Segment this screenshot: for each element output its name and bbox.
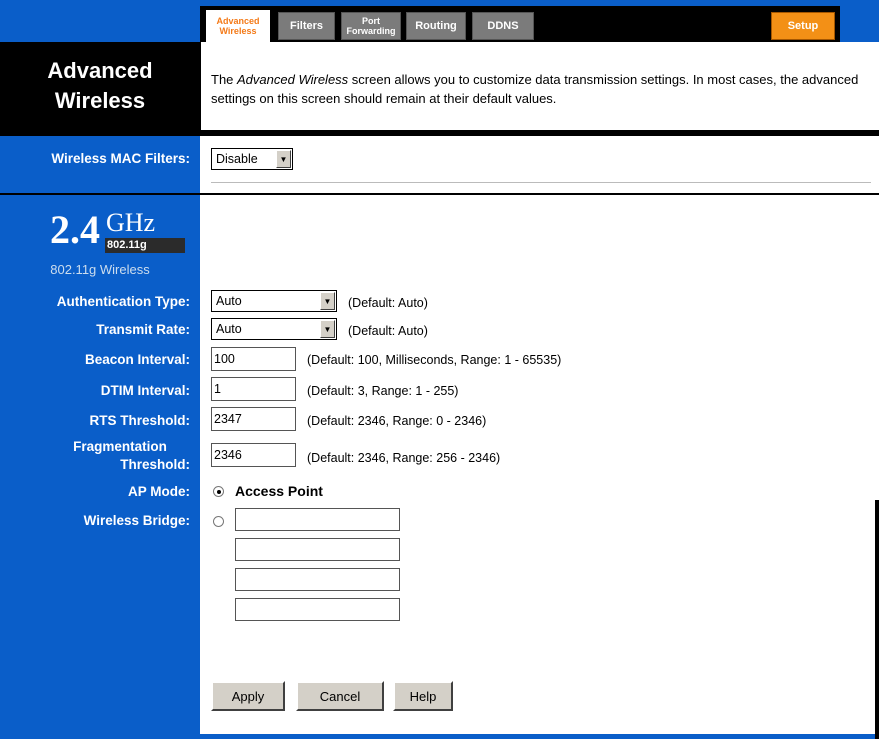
page-title-line: Advanced xyxy=(47,58,153,83)
beacon-interval-label: Beacon Interval: xyxy=(84,352,190,367)
page-title xyxy=(0,42,200,130)
description-text: screen allows you to customize data transmission settings. In most cases, the advanced settings on this screen should remain at their default values. xyxy=(211,72,859,106)
select-value: Auto xyxy=(216,294,242,308)
divider xyxy=(0,130,879,136)
wireless-bridge-radio[interactable] xyxy=(213,516,224,527)
auth-type-select[interactable] xyxy=(211,290,337,312)
bridge-mac-input-2[interactable] xyxy=(235,538,400,561)
tab-routing[interactable] xyxy=(406,12,466,40)
tab-port-forwarding[interactable] xyxy=(341,12,401,40)
auth-type-label: Authentication Type: xyxy=(56,294,190,309)
tab-label: Routing xyxy=(415,20,457,32)
bridge-mac-input-3[interactable] xyxy=(235,568,400,591)
fragmentation-threshold-input[interactable]: 2346 xyxy=(211,443,296,467)
logo-caption: 802.11g Wireless xyxy=(50,262,150,277)
select-value: Auto xyxy=(216,322,242,336)
mac-filters-select[interactable] xyxy=(211,148,293,170)
tab-advanced-wireless[interactable] xyxy=(206,10,270,42)
band-logo xyxy=(50,206,156,253)
dtim-interval-label: DTIM Interval: xyxy=(100,383,190,398)
fragmentation-threshold-label xyxy=(0,438,190,474)
tab-label: Advanced xyxy=(216,16,260,26)
chevron-down-icon[interactable]: ▼ xyxy=(320,292,335,310)
label-line: Fragmentation xyxy=(73,439,167,454)
select-value: Disable xyxy=(216,152,258,166)
transmit-rate-note: (Default: Auto) xyxy=(348,324,428,338)
bridge-mac-input-4[interactable] xyxy=(235,598,400,621)
dtim-interval-note: (Default: 3, Range: 1 - 255) xyxy=(307,384,459,398)
auth-type-note: (Default: Auto) xyxy=(348,296,428,310)
page-title-line: Wireless xyxy=(54,88,146,113)
beacon-interval-note: (Default: 100, Milliseconds, Range: 1 - 65535) xyxy=(307,353,562,367)
access-point-radio[interactable] xyxy=(213,486,224,497)
tab-label: Setup xyxy=(787,20,819,32)
tab-label: Port xyxy=(362,16,380,26)
rts-threshold-input[interactable]: 2347 xyxy=(211,407,296,431)
tab-label: DDNS xyxy=(487,20,519,32)
tab-ddns[interactable] xyxy=(472,12,534,40)
beacon-interval-input[interactable]: 100 xyxy=(211,347,296,371)
transmit-rate-select[interactable] xyxy=(211,318,337,340)
chevron-down-icon[interactable]: ▼ xyxy=(276,150,291,168)
transmit-rate-label: Transmit Rate: xyxy=(96,322,190,337)
label-line: Threshold: xyxy=(120,457,190,472)
access-point-option-label: Access Point xyxy=(235,483,323,499)
description-emphasis: Advanced Wireless xyxy=(237,72,349,87)
wireless-bridge-label: Wireless Bridge: xyxy=(83,513,190,528)
tab-label: Filters xyxy=(289,20,323,32)
fragmentation-threshold-note: (Default: 2346, Range: 256 - 2346) xyxy=(307,451,501,465)
tab-label: Wireless xyxy=(219,26,257,36)
divider xyxy=(211,182,871,183)
apply-button[interactable]: Apply xyxy=(211,681,285,711)
rts-threshold-label: RTS Threshold: xyxy=(89,413,190,428)
dtim-interval-input[interactable]: 1 xyxy=(211,377,296,401)
chevron-down-icon[interactable]: ▼ xyxy=(320,320,335,338)
logo-ghz: GHz xyxy=(106,208,156,237)
description-text: The xyxy=(211,72,238,87)
rts-threshold-note: (Default: 2346, Range: 0 - 2346) xyxy=(307,414,487,428)
ap-mode-label: AP Mode: xyxy=(127,484,190,499)
logo-standard: 802.11g xyxy=(105,238,185,253)
cancel-button[interactable]: Cancel xyxy=(296,681,384,711)
right-border xyxy=(875,500,879,739)
bottom-border xyxy=(0,734,879,739)
logo-number: 2.4 xyxy=(50,207,100,252)
tab-setup[interactable] xyxy=(771,12,835,40)
tab-label: Forwarding xyxy=(346,26,396,36)
help-button[interactable]: Help xyxy=(393,681,453,711)
mac-filters-label: Wireless MAC Filters: xyxy=(51,151,190,166)
bridge-mac-input-1[interactable] xyxy=(235,508,400,531)
tab-filters[interactable] xyxy=(278,12,335,40)
page-description xyxy=(200,42,879,130)
divider xyxy=(0,193,879,195)
